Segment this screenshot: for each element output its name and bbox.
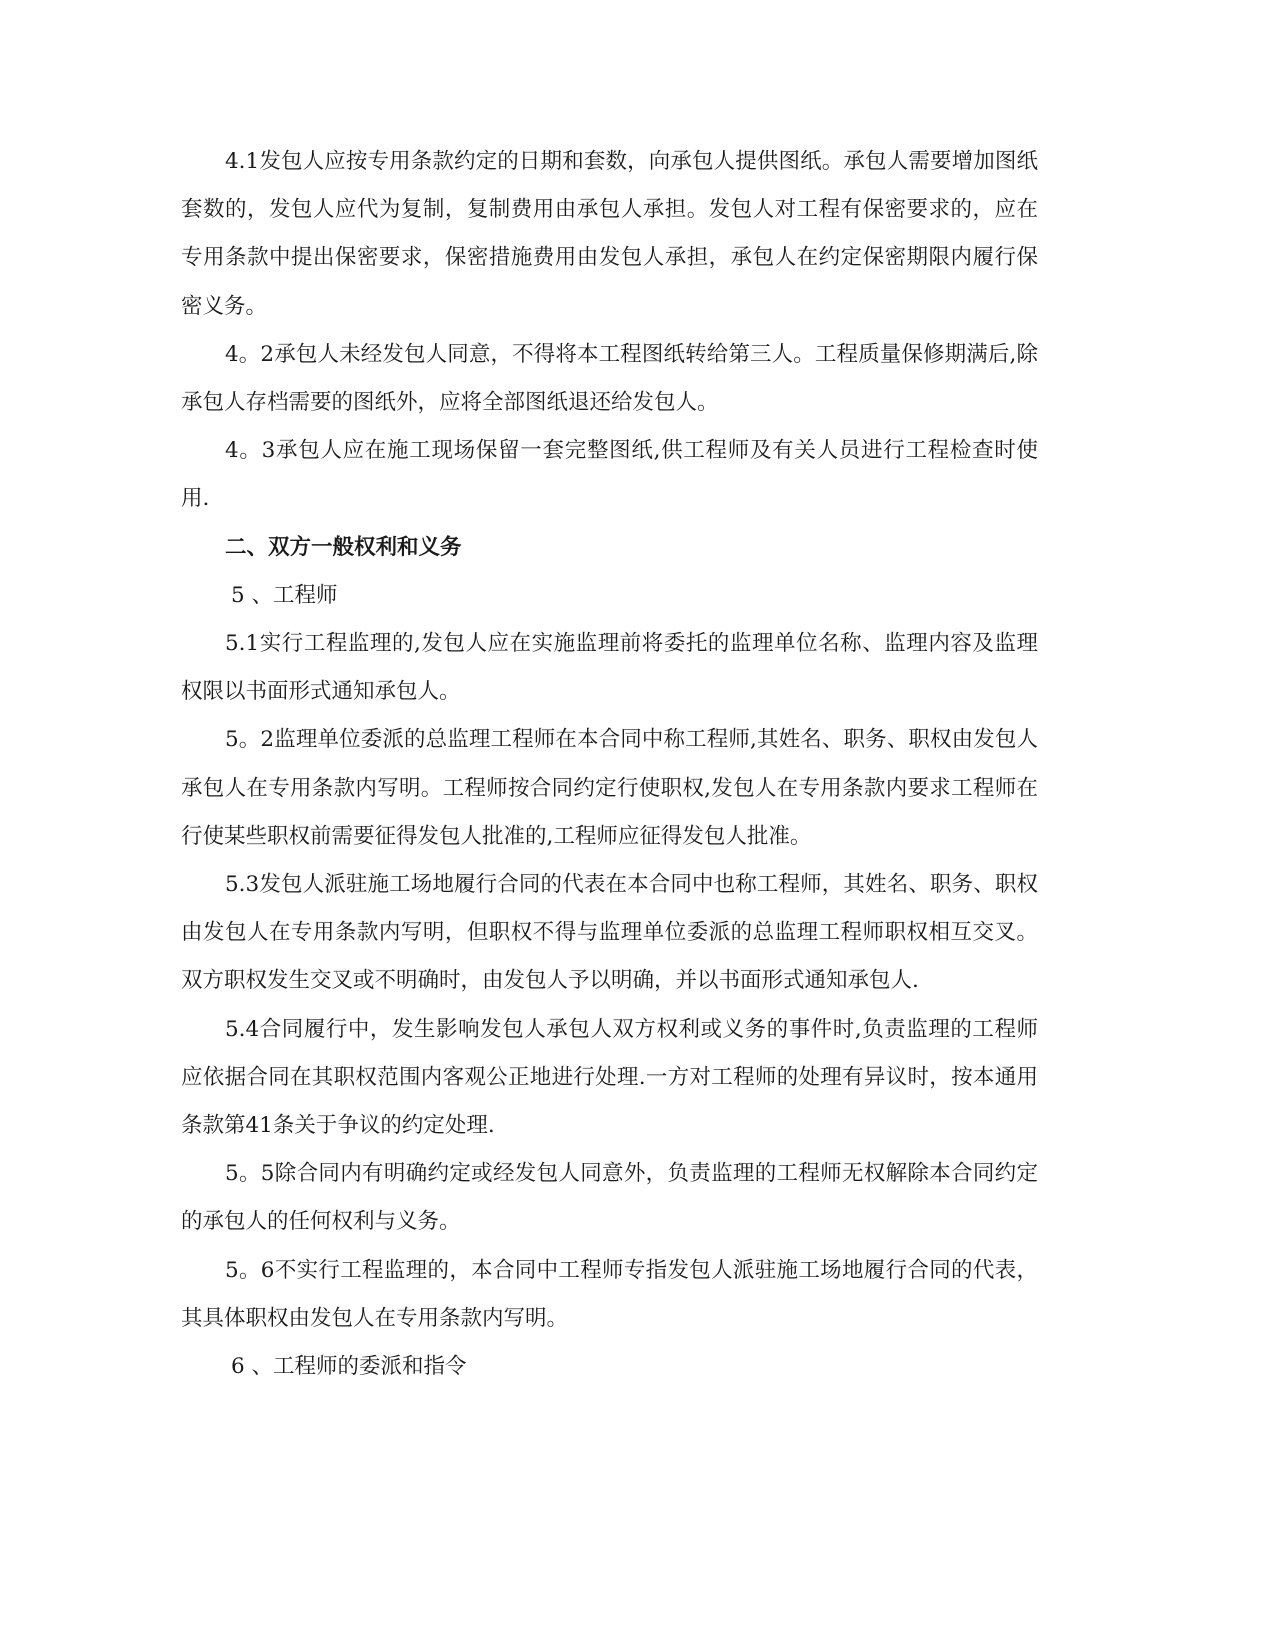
clause-5-4: 5.4合同履行中，发生影响发包人承包人双方权利或义务的事件时,负责监理的工程师应依据合同在其职权范围内客观公正地进行处理.一方对工程师的处理有异议时，按本通用条款第41条关于争议的约定处理.	[181, 1016, 1038, 1139]
section-heading: 二、双方一般权利和义务	[225, 534, 462, 560]
document-page	[181, 138, 1038, 1391]
clause-4-2: 4。2承包人未经发包人同意，不得将本工程图纸转给第三人。工程质量保修期满后,除承包人存档需要的图纸外，应将全部图纸退还给发包人。	[181, 341, 1038, 416]
clause-5-title: 5 、工程师	[231, 582, 338, 608]
clause-4-3: 4。3承包人应在施工现场保留一套完整图纸,供工程师及有关人员进行工程检查时使用.	[181, 438, 1038, 512]
clause-5-6: 5。6不实行工程监理的，本合同中工程师专指发包人派驻施工场地履行合同的代表，其具体职权由发包人在专用条款内写明。	[181, 1257, 1038, 1331]
clause-5-5: 5。5除合同内有明确约定或经发包人同意外，负责监理的工程师无权解除本合同约定的承包人的任何权利与义务。	[181, 1161, 1038, 1235]
clause-5-3: 5.3发包人派驻施工场地履行合同的代表在本合同中也称工程师，其姓名、职务、职权由发包人在专用条款内写明，但职权不得与监理单位委派的总监理工程师职权相互交叉。双方职权发生交叉或不明确时，由发包人予以明确，并以书面形式通知承包人.	[181, 872, 1038, 994]
clause-6-title: 6 、工程师的委派和指令	[231, 1354, 467, 1380]
clause-5-2: 5。2监理单位委派的总监理工程师在本合同中称工程师,其姓名、职务、职权由发包人承包人在专用条款内写明。工程师按合同约定行使职权,发包人在专用条款内要求工程师在行使某些职权前需要征得发包人批准的,工程师应征得发包人批准。	[181, 727, 1038, 849]
clause-5-1: 5.1实行工程监理的,发包人应在实施监理前将委托的监理单位名称、监理内容及监理权限以书面形式通知承包人。	[181, 631, 1038, 705]
clause-4-1: 4.1发包人应按专用条款约定的日期和套数，向承包人提供图纸。承包人需要增加图纸套数的，发包人应代为复制，复制费用由承包人承担。发包人对工程有保密要求的，应在专用条款中提出保密要求，保密措施费用由发包人承担，承包人在约定保密期限内履行保密义务。	[181, 149, 1038, 319]
